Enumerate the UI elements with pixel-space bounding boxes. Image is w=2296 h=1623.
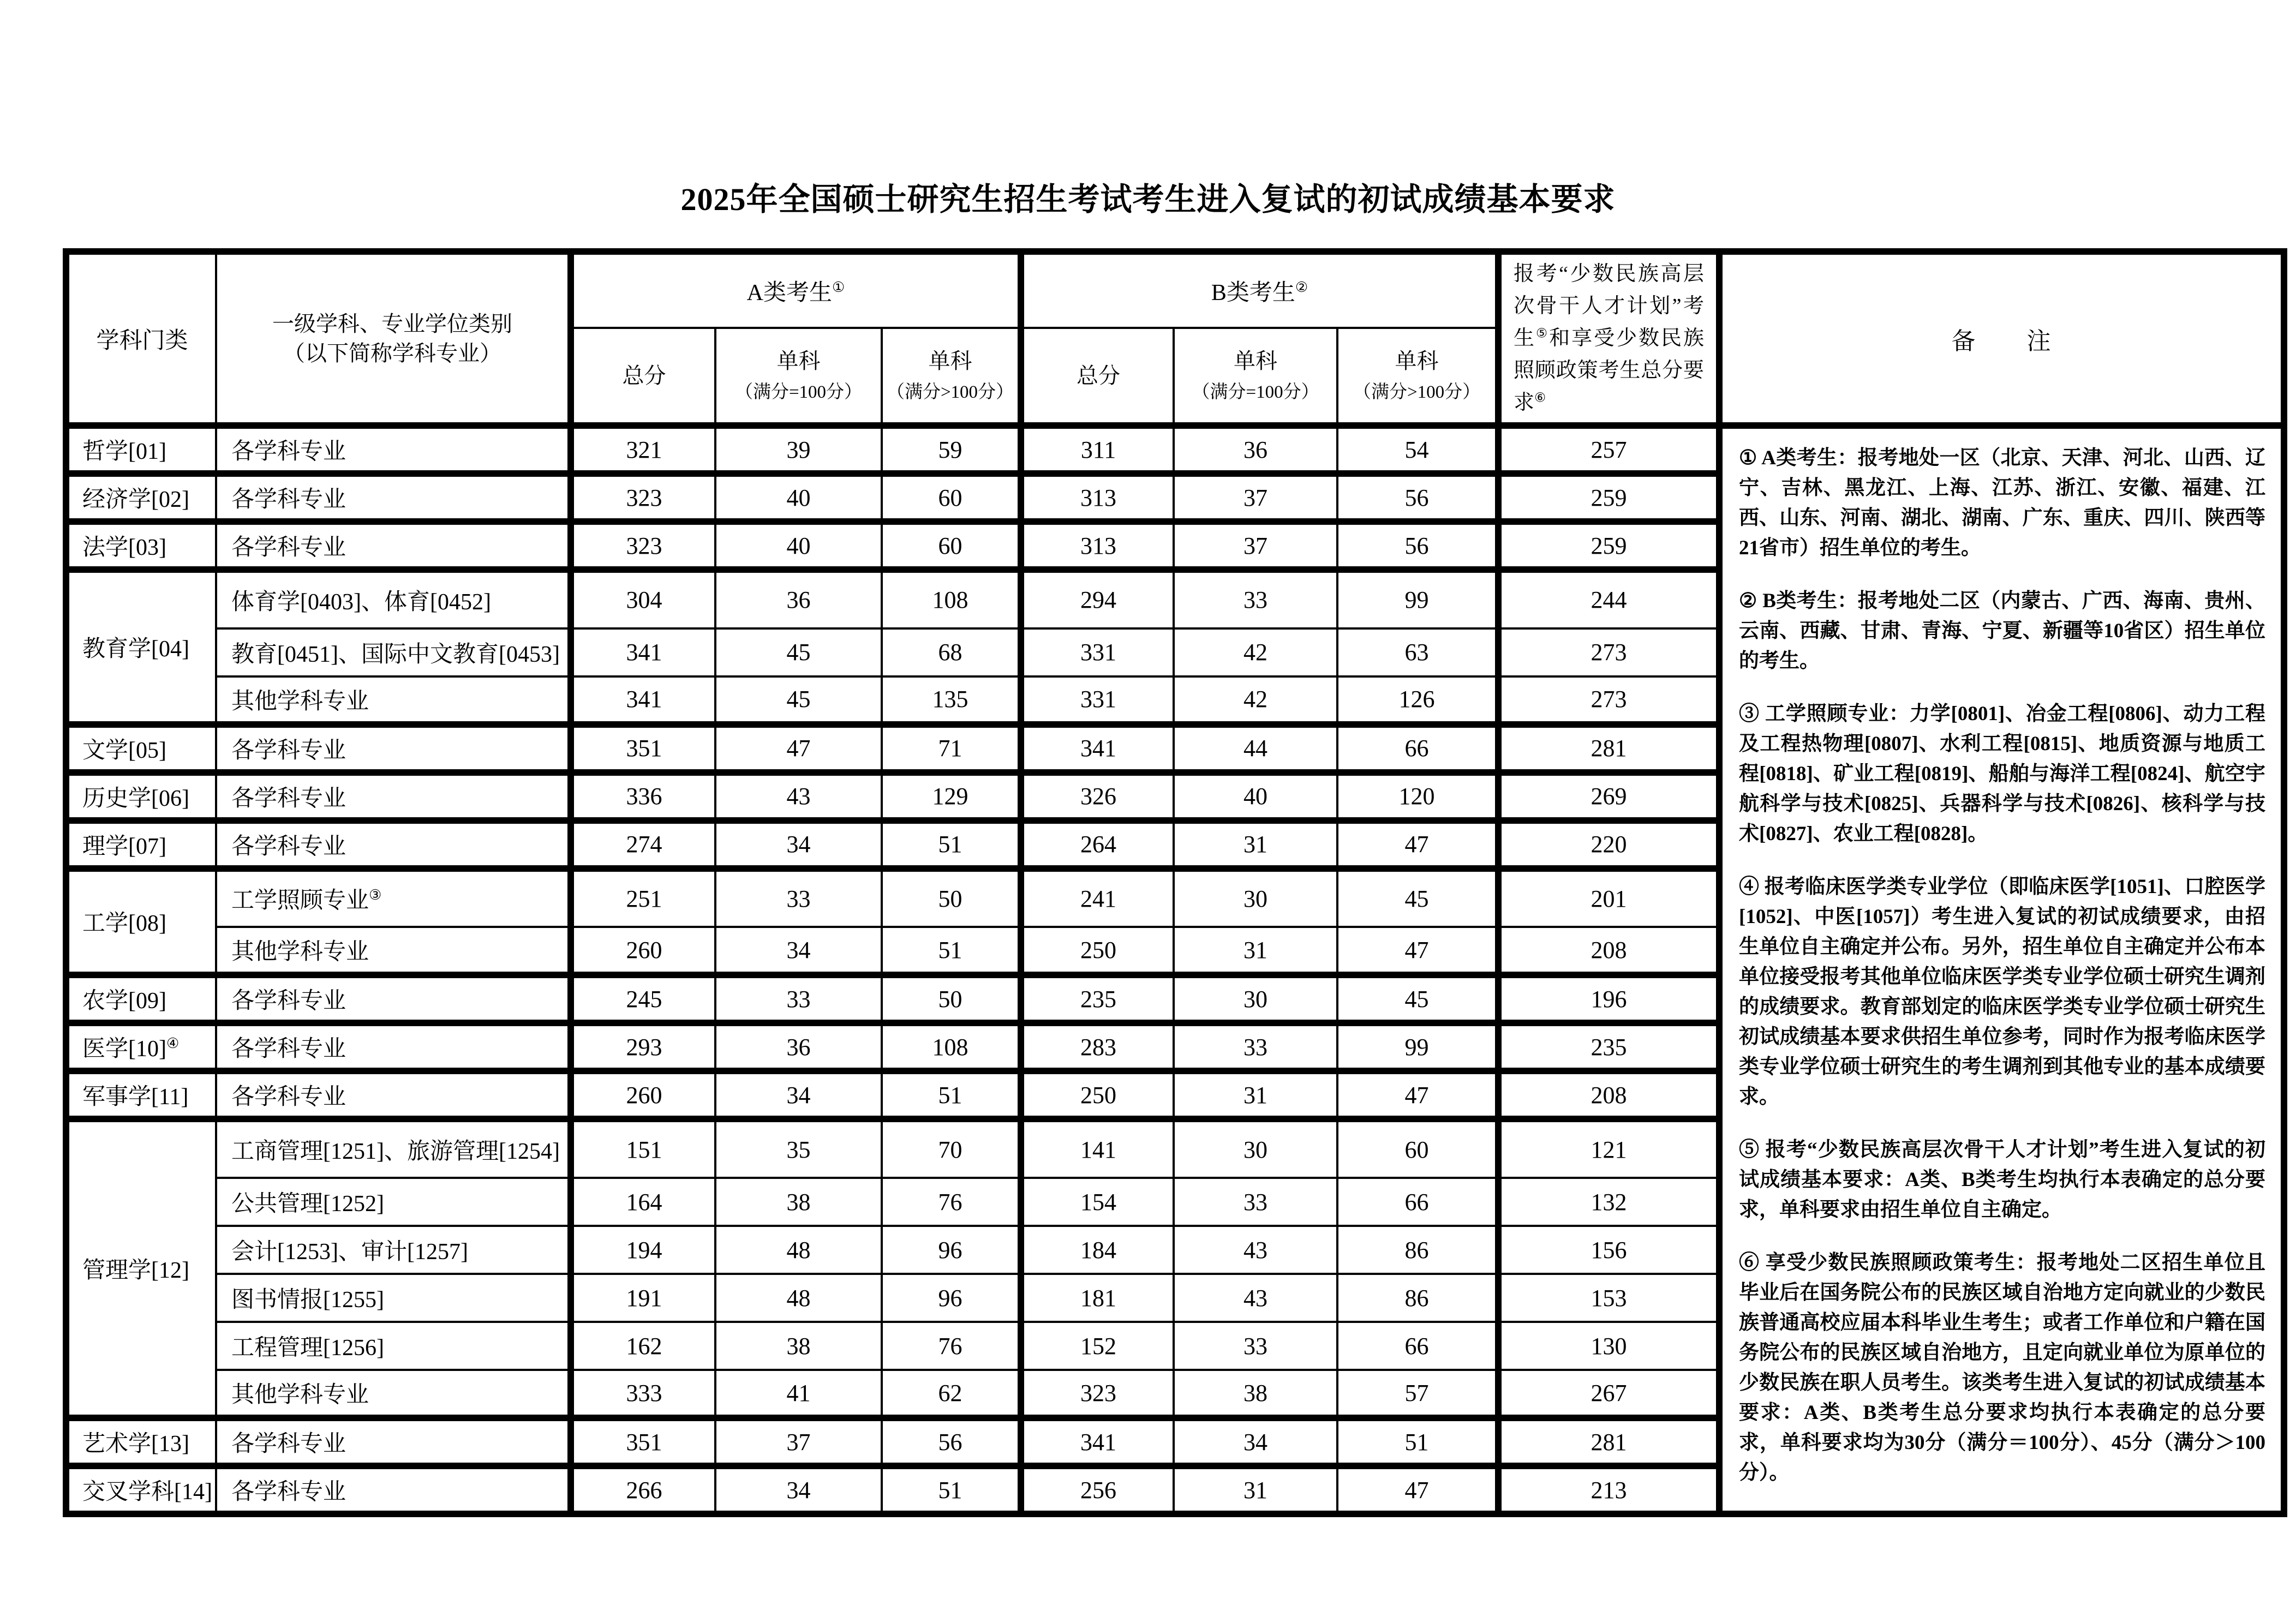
b-total-cell: 184 [1021,1226,1174,1274]
col-header-minority-program [1498,251,1719,426]
a-single-gt100-cell: 76 [882,1322,1021,1370]
a-total-cell: 351 [571,1418,715,1466]
col-header-specialty [216,251,571,426]
a-single-gt100-cell: 129 [882,772,1021,821]
a-single-gt100-cell: 70 [882,1119,1021,1178]
b-single-gt100-cell: 47 [1337,821,1498,869]
category-cell: 管理学[12] [66,1119,216,1418]
b-single-eq100-cell: 33 [1174,1023,1337,1071]
b-single-gt100-cell: 120 [1337,772,1498,821]
specialty-cell: 各学科专业 [216,821,571,869]
b-single-eq100-cell: 42 [1174,676,1337,724]
a-single-eq100-cell: 33 [715,975,882,1023]
a-total-cell: 341 [571,676,715,724]
note-paragraph: ⑥ 享受少数民族照顾政策考生：报考地处二区招生单位且毕业后在国务院公布的民族区域自治地方定向就业的少数民族普通高校应届本科毕业生考生；或者工作单位和户籍在国务院公布的民族区域自治地方，且定向就业单位为原单位的少数民族在职人员考生。该类考生进入复试的初试成绩基本要求：A类、B类考生总分要求均执行本表确定的总分要求，单科要求均为30分（满分＝100分）、45分（满分＞100分）。 [1739,1251,2266,1484]
b-total-cell: 141 [1021,1119,1174,1178]
b-total-cell: 313 [1021,474,1174,522]
specialty-cell: 公共管理[1252] [216,1178,571,1226]
a-single-gt100-cell: 71 [882,724,1021,772]
a-single-eq100-cell: 34 [715,1466,882,1514]
page-title: 2025年全国硕士研究生招生考试考生进入复试的初试成绩基本要求 [680,182,1616,217]
score-table [63,248,2287,1517]
minority-total-cell: 153 [1498,1274,1719,1322]
a-total-cell: 323 [571,474,715,522]
b-single-eq100-cell: 34 [1174,1418,1337,1466]
specialty-footnote-mark: ③ [369,887,382,903]
b-single-eq100-cell: 30 [1174,869,1337,927]
a-total-cell: 321 [571,426,715,474]
b-single-eq100-cell: 43 [1174,1274,1337,1322]
specialty-cell: 各学科专业 [216,1466,571,1514]
b-total-cell: 256 [1021,1466,1174,1514]
a-single-gt100-cell: 76 [882,1178,1021,1226]
minority-total-cell: 121 [1498,1119,1719,1178]
b-single-eq100-cell: 33 [1174,1322,1337,1370]
group-b-label: B类考生 [1211,280,1295,306]
b-single-gt100-cell: 54 [1337,426,1498,474]
b-single-eq100-cell: 33 [1174,570,1337,628]
b-total-cell: 294 [1021,570,1174,628]
col-header-b-total: 总分 [1021,328,1174,426]
a-total-cell: 274 [571,821,715,869]
group-a-footnote-mark: ① [832,279,845,296]
category-cell: 理学[07] [66,821,216,869]
b-single-gt100-cell: 63 [1337,628,1498,676]
a-single-eq100-cell: 47 [715,724,882,772]
specialty-cell: 各学科专业 [216,1071,571,1119]
a-total-cell: 293 [571,1023,715,1071]
a-single-gt100-cell: 50 [882,869,1021,927]
a-total-cell: 251 [571,869,715,927]
a-single-eq100-cell: 43 [715,772,882,821]
a-single-eq100-cell: 34 [715,927,882,975]
a-single-eq100-cell: 40 [715,522,882,570]
minority-total-cell: 196 [1498,975,1719,1023]
minority-total-cell: 220 [1498,821,1719,869]
minority-footnote-mark-5: ⑤ [1536,326,1550,341]
a-single-eq100-cell: 34 [715,1071,882,1119]
specialty-cell: 各学科专业 [216,474,571,522]
a-single-gt100-cell: 135 [882,676,1021,724]
a-single-gt100-cell: 96 [882,1274,1021,1322]
a-single-eq100-cell: 38 [715,1178,882,1226]
b-total-cell: 152 [1021,1322,1174,1370]
minority-header-part1: 报考“少数民族高层次骨干人才计划”考生 [1514,262,1705,350]
note-paragraph: ① A类考生：报考地处一区（北京、天津、河北、山西、辽宁、吉林、黑龙江、上海、江苏、浙江、安徽、福建、江西、山东、河南、湖北、湖南、广东、重庆、四川、陕西等21省市）招生单位的考生。 [1739,447,2266,559]
score-requirements-table [63,248,2287,1517]
b-single-gt100-cell: 99 [1337,570,1498,628]
minority-total-cell: 281 [1498,724,1719,772]
b-single-eq100-cell: 31 [1174,927,1337,975]
a-single-gt100-cell: 62 [882,1370,1021,1418]
b-single-eq100-cell: 37 [1174,474,1337,522]
col-header-b-single-gt100 [1337,328,1498,426]
specialty-cell: 各学科专业 [216,426,571,474]
b-single-gt100-cell: 66 [1337,1322,1498,1370]
minority-total-cell: 267 [1498,1370,1719,1418]
b-total-cell: 264 [1021,821,1174,869]
single-eq-note: （满分=100分） [1192,382,1319,402]
b-single-gt100-cell: 47 [1337,927,1498,975]
a-total-cell: 194 [571,1226,715,1274]
a-single-eq100-cell: 37 [715,1418,882,1466]
a-total-cell: 245 [571,975,715,1023]
table-row [66,426,2284,474]
table-body [66,426,2284,1514]
note-paragraph: ④ 报考临床医学类专业学位（即临床医学[1051]、口腔医学[1052]、中医[1057]）考生进入复试的初试成绩要求，由招生单位自主确定并公布。另外，招生单位自主确定并公布本单位接受报考其他单位临床医学类专业学位硕士研究生调剂的成绩要求。教育部划定的临床医学类专业学位硕士研究生初试成绩基本要求供招生单位参考，同时作为报考临床医学类专业学位硕士研究生的考生调剂到其他专业的基本成绩要求。 [1739,876,2266,1108]
remarks-cell [1719,426,2284,1514]
a-single-eq100-cell: 39 [715,426,882,474]
b-total-cell: 235 [1021,975,1174,1023]
minority-total-cell: 244 [1498,570,1719,628]
a-total-cell: 266 [571,1466,715,1514]
specialty-cell: 各学科专业 [216,522,571,570]
minority-total-cell: 273 [1498,628,1719,676]
b-total-cell: 181 [1021,1274,1174,1322]
specialty-cell: 各学科专业 [216,724,571,772]
specialty-cell: 体育学[0403]、体育[0452] [216,570,571,628]
specialty-cell: 各学科专业 [216,975,571,1023]
specialty-cell: 工程管理[1256] [216,1322,571,1370]
category-footnote-mark: ④ [166,1035,180,1052]
single-label: 单科 [1234,348,1278,373]
specialty-cell: 各学科专业 [216,772,571,821]
b-single-eq100-cell: 43 [1174,1226,1337,1274]
a-single-eq100-cell: 41 [715,1370,882,1418]
specialty-cell: 工商管理[1251]、旅游管理[1254] [216,1119,571,1178]
a-single-eq100-cell: 35 [715,1119,882,1178]
a-single-gt100-cell: 51 [882,1071,1021,1119]
minority-total-cell: 130 [1498,1322,1719,1370]
col-header-subject-category: 学科门类 [66,251,216,426]
a-single-gt100-cell: 56 [882,1418,1021,1466]
a-total-cell: 341 [571,628,715,676]
a-total-cell: 151 [571,1119,715,1178]
a-single-gt100-cell: 59 [882,426,1021,474]
b-total-cell: 154 [1021,1178,1174,1226]
b-total-cell: 283 [1021,1023,1174,1071]
a-total-cell: 164 [571,1178,715,1226]
specialty-cell: 其他学科专业 [216,1370,571,1418]
b-single-gt100-cell: 47 [1337,1466,1498,1514]
a-total-cell: 260 [571,1071,715,1119]
category-cell: 法学[03] [66,522,216,570]
specialty-header-line1: 一级学科、专业学位类别 [272,311,512,336]
category-cell: 经济学[02] [66,474,216,522]
b-single-eq100-cell: 38 [1174,1370,1337,1418]
category-cell: 文学[05] [66,724,216,772]
a-total-cell: 260 [571,927,715,975]
a-single-gt100-cell: 96 [882,1226,1021,1274]
a-single-gt100-cell: 68 [882,628,1021,676]
single-eq-note: （满分=100分） [734,382,863,402]
b-single-eq100-cell: 40 [1174,772,1337,821]
specialty-cell: 教育[0451]、国际中文教育[0453] [216,628,571,676]
group-header-a [571,251,1021,328]
category-cell: 历史学[06] [66,772,216,821]
minority-total-cell: 235 [1498,1023,1719,1071]
b-single-gt100-cell: 126 [1337,676,1498,724]
a-single-gt100-cell: 60 [882,522,1021,570]
minority-total-cell: 132 [1498,1178,1719,1226]
a-single-eq100-cell: 34 [715,821,882,869]
minority-total-cell: 259 [1498,474,1719,522]
group-a-label: A类考生 [746,280,832,306]
minority-total-cell: 273 [1498,676,1719,724]
category-cell: 军事学[11] [66,1071,216,1119]
b-single-eq100-cell: 33 [1174,1178,1337,1226]
minority-total-cell: 208 [1498,1071,1719,1119]
note-paragraph: ⑤ 报考“少数民族高层次骨干人才计划”考生进入复试的初试成绩基本要求：A类、B类考生均执行本表确定的总分要求，单科要求由招生单位自主确定。 [1739,1139,2266,1221]
b-single-gt100-cell: 66 [1337,1178,1498,1226]
specialty-cell: 工学照顾专业③ [216,869,571,927]
b-single-eq100-cell: 37 [1174,522,1337,570]
group-b-footnote-mark: ② [1295,279,1308,296]
b-single-eq100-cell: 31 [1174,821,1337,869]
b-total-cell: 250 [1021,1071,1174,1119]
category-cell: 农学[09] [66,975,216,1023]
a-single-gt100-cell: 51 [882,1466,1021,1514]
a-total-cell: 351 [571,724,715,772]
b-total-cell: 313 [1021,522,1174,570]
b-single-gt100-cell: 56 [1337,522,1498,570]
b-single-eq100-cell: 42 [1174,628,1337,676]
b-total-cell: 331 [1021,628,1174,676]
single-gt-note: （满分>100分） [886,382,1014,402]
b-total-cell: 311 [1021,426,1174,474]
b-single-eq100-cell: 30 [1174,1119,1337,1178]
minority-footnote-mark-6: ⑥ [1534,391,1546,405]
a-single-eq100-cell: 48 [715,1274,882,1322]
a-single-eq100-cell: 45 [715,628,882,676]
a-total-cell: 323 [571,522,715,570]
a-single-eq100-cell: 38 [715,1322,882,1370]
a-single-eq100-cell: 45 [715,676,882,724]
a-single-eq100-cell: 33 [715,869,882,927]
category-cell: 医学[10]④ [66,1023,216,1071]
single-gt-note: （满分>100分） [1353,382,1481,402]
col-header-a-single-eq100 [715,328,882,426]
specialty-cell: 其他学科专业 [216,676,571,724]
minority-total-cell: 156 [1498,1226,1719,1274]
a-single-gt100-cell: 60 [882,474,1021,522]
b-single-gt100-cell: 86 [1337,1226,1498,1274]
group-header-b [1021,251,1498,328]
minority-header-part2: 和享受少数民族照顾政策考生总分要求 [1514,327,1705,414]
a-single-gt100-cell: 108 [882,570,1021,628]
category-cell: 交叉学科[14] [66,1466,216,1514]
note-paragraph: ③ 工学照顾专业：力学[0801]、冶金工程[0806]、动力工程及工程热物理[0807]、水利工程[0815]、地质资源与地质工程[0818]、矿业工程[0819]、船舶与海洋工程[0824]、航空宇航科学与技术[0825]、兵器科学与技术[0826]、核科学与技术[0827]、农业工程[0828]。 [1739,703,2266,845]
specialty-cell: 会计[1253]、审计[1257] [216,1226,571,1274]
b-single-eq100-cell: 36 [1174,426,1337,474]
a-total-cell: 191 [571,1274,715,1322]
minority-total-cell: 257 [1498,426,1719,474]
minority-total-cell: 213 [1498,1466,1719,1514]
b-single-eq100-cell: 31 [1174,1071,1337,1119]
a-single-gt100-cell: 50 [882,975,1021,1023]
b-single-eq100-cell: 44 [1174,724,1337,772]
minority-total-cell: 259 [1498,522,1719,570]
b-total-cell: 331 [1021,676,1174,724]
specialty-cell: 图书情报[1255] [216,1274,571,1322]
col-header-b-single-eq100 [1174,328,1337,426]
b-single-gt100-cell: 60 [1337,1119,1498,1178]
b-total-cell: 241 [1021,869,1174,927]
b-single-gt100-cell: 66 [1337,724,1498,772]
single-label: 单科 [1395,348,1439,373]
a-total-cell: 336 [571,772,715,821]
a-single-eq100-cell: 48 [715,1226,882,1274]
b-single-gt100-cell: 51 [1337,1418,1498,1466]
b-single-gt100-cell: 86 [1337,1274,1498,1322]
b-single-eq100-cell: 31 [1174,1466,1337,1514]
a-total-cell: 304 [571,570,715,628]
a-single-gt100-cell: 108 [882,1023,1021,1071]
b-total-cell: 326 [1021,772,1174,821]
category-cell: 工学[08] [66,869,216,975]
minority-total-cell: 281 [1498,1418,1719,1466]
category-cell: 教育学[04] [66,570,216,724]
col-header-a-total: 总分 [571,328,715,426]
b-single-gt100-cell: 57 [1337,1370,1498,1418]
b-total-cell: 341 [1021,724,1174,772]
b-single-gt100-cell: 45 [1337,869,1498,927]
col-header-remarks: 备 注 [1719,251,2284,426]
note-paragraph: ② B类考生：报考地处二区（内蒙古、广西、海南、贵州、云南、西藏、甘肃、青海、宁夏、新疆等10省区）招生单位的考生。 [1739,590,2266,672]
a-single-eq100-cell: 36 [715,570,882,628]
category-cell: 哲学[01] [66,426,216,474]
single-label: 单科 [776,348,821,373]
category-cell: 艺术学[13] [66,1418,216,1466]
b-total-cell: 250 [1021,927,1174,975]
single-label: 单科 [928,348,972,373]
specialty-cell: 其他学科专业 [216,927,571,975]
b-single-gt100-cell: 47 [1337,1071,1498,1119]
minority-total-cell: 208 [1498,927,1719,975]
b-total-cell: 323 [1021,1370,1174,1418]
specialty-header-line2: （以下简称学科专业） [283,340,501,366]
a-total-cell: 162 [571,1322,715,1370]
b-total-cell: 341 [1021,1418,1174,1466]
b-single-gt100-cell: 56 [1337,474,1498,522]
a-single-gt100-cell: 51 [882,821,1021,869]
col-header-a-single-gt100 [882,328,1021,426]
a-total-cell: 333 [571,1370,715,1418]
minority-total-cell: 269 [1498,772,1719,821]
b-single-gt100-cell: 45 [1337,975,1498,1023]
minority-total-cell: 201 [1498,869,1719,927]
b-single-gt100-cell: 99 [1337,1023,1498,1071]
specialty-cell: 各学科专业 [216,1418,571,1466]
a-single-gt100-cell: 51 [882,927,1021,975]
a-single-eq100-cell: 36 [715,1023,882,1071]
specialty-cell: 各学科专业 [216,1023,571,1071]
b-single-eq100-cell: 30 [1174,975,1337,1023]
a-single-eq100-cell: 40 [715,474,882,522]
